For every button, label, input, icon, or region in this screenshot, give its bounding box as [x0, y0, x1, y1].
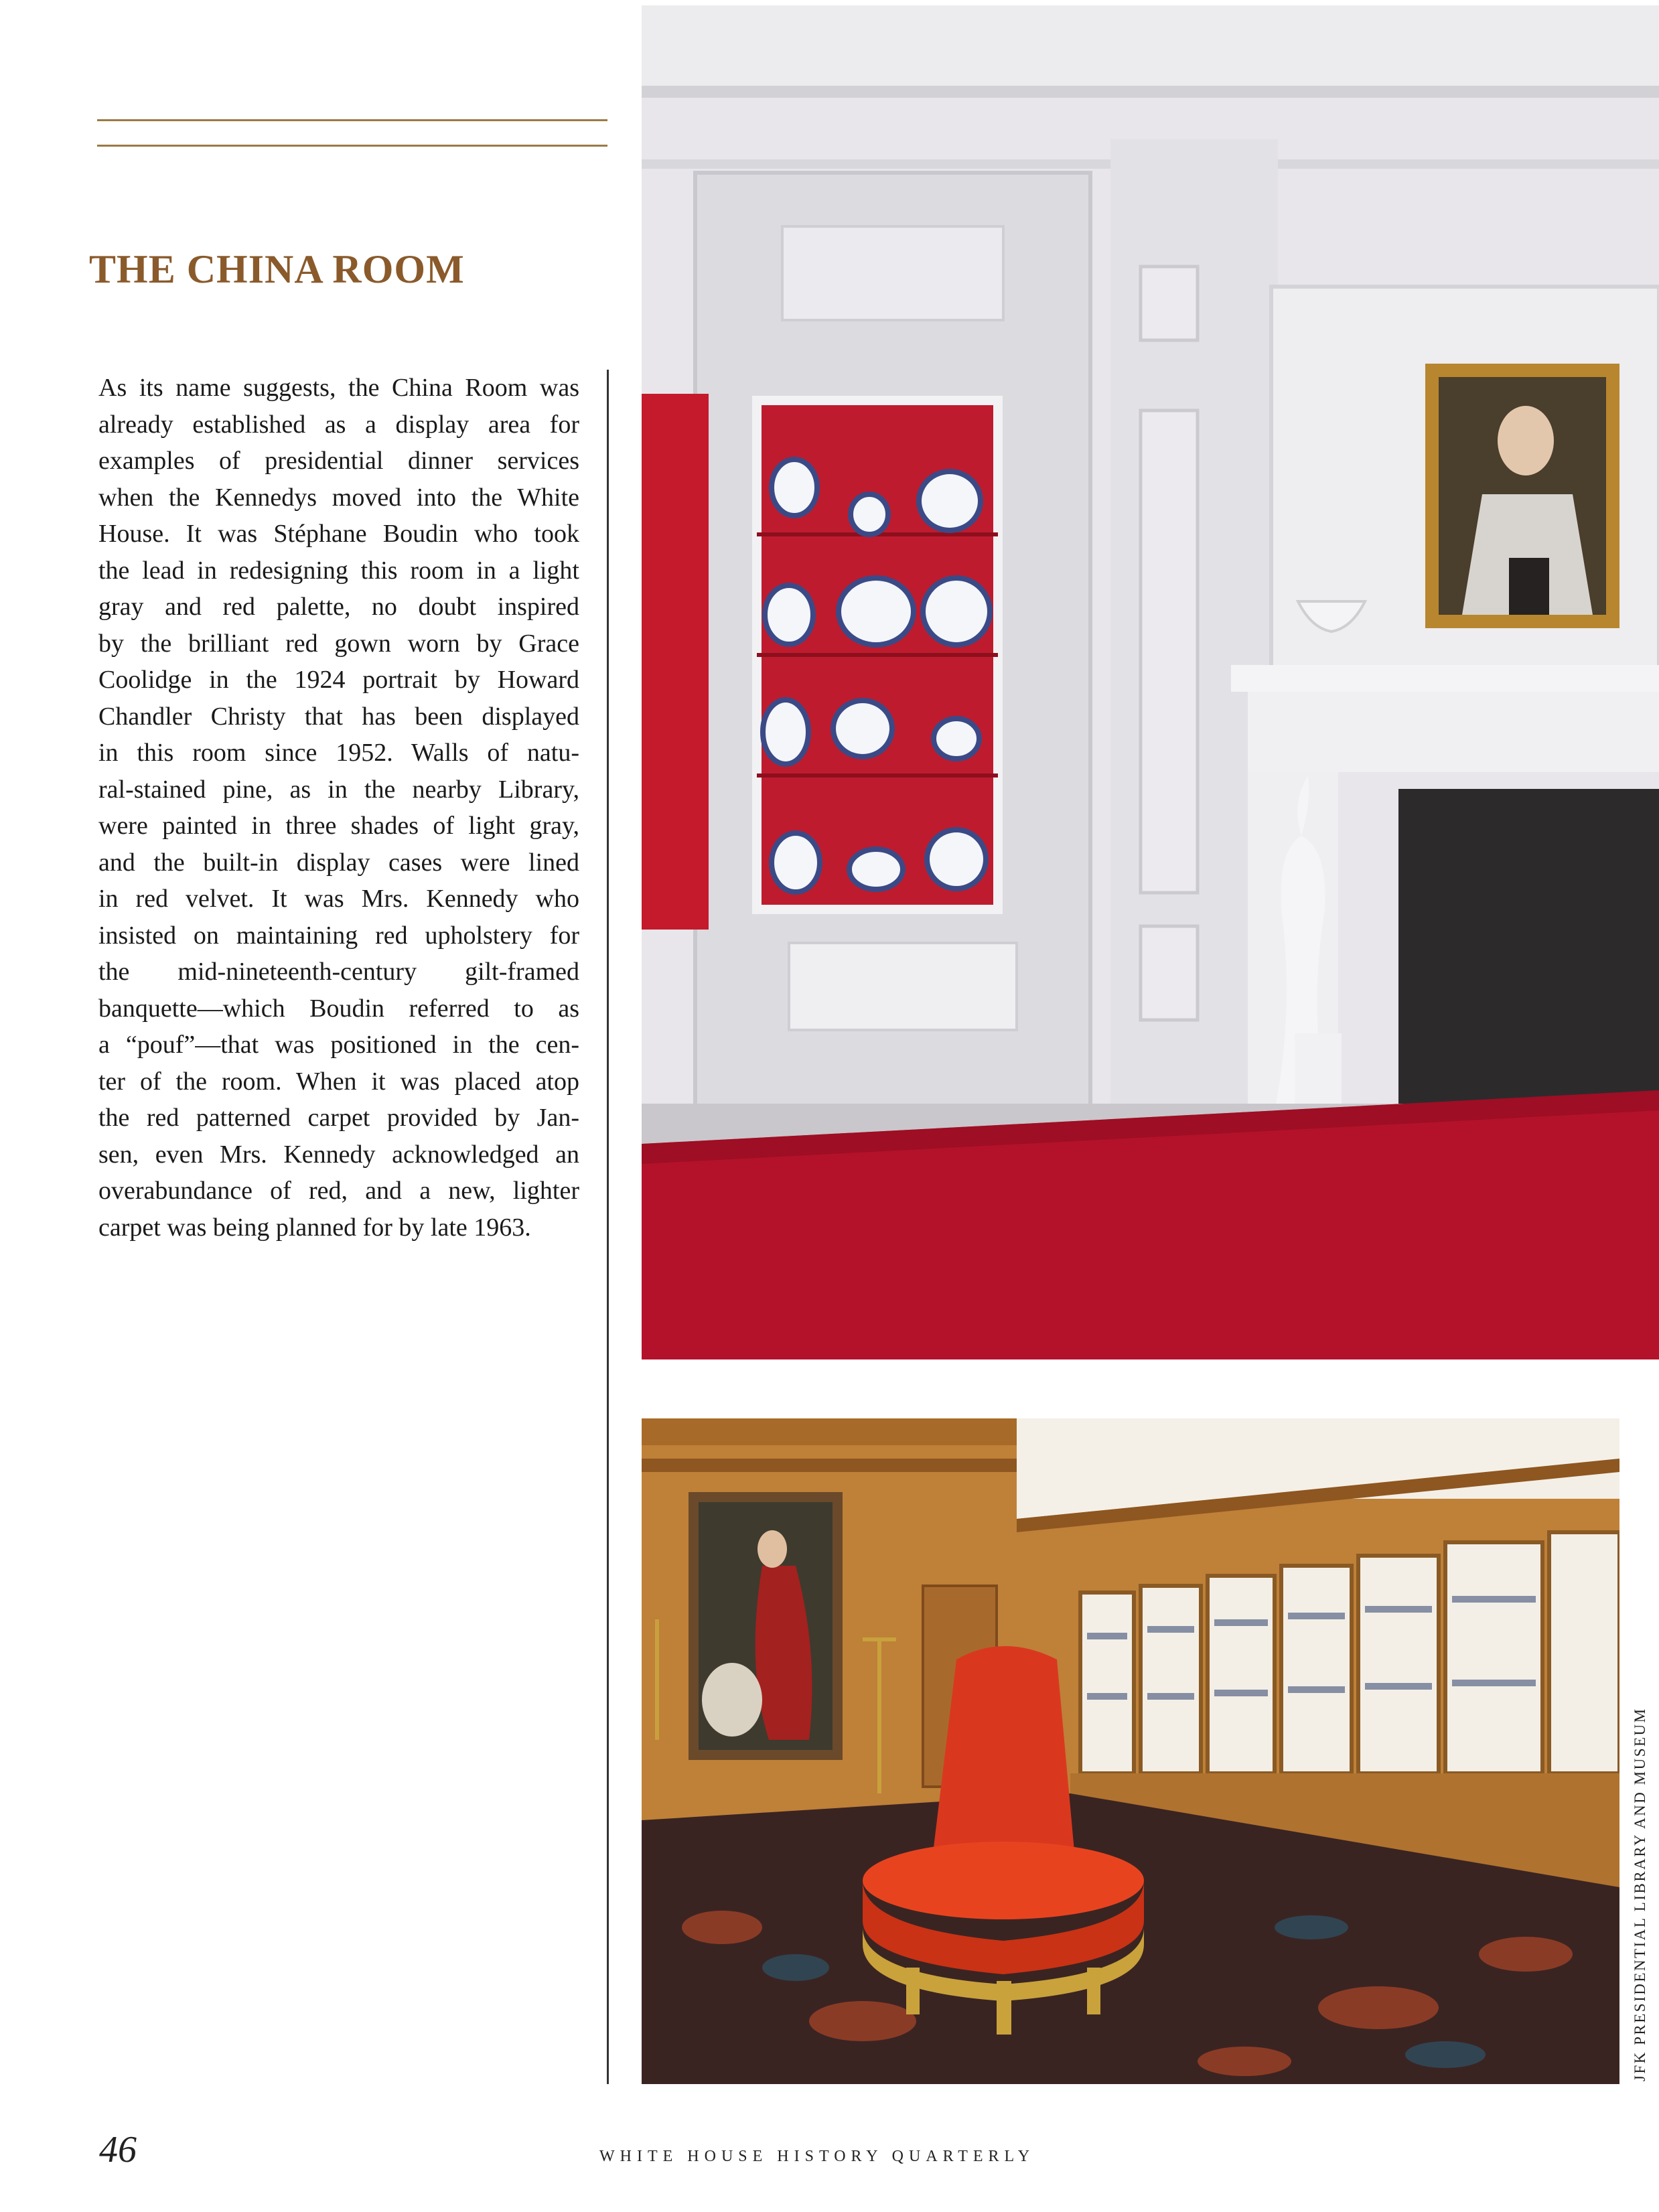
body-text-line: House. It was Stéphane Boudin who took — [98, 520, 579, 548]
body-text-line: Coolidge in the 1924 portrait by Howard — [98, 666, 579, 694]
column-divider — [607, 370, 609, 2084]
body-text-line: the red patterned carpet provided by Jan- — [98, 1104, 579, 1132]
body-text-line: were painted in three shades of light gray, — [98, 812, 579, 840]
body-text-line: insisted on maintaining red upholstery for — [98, 921, 579, 950]
body-text-line: already established as a display area for — [98, 410, 579, 439]
china-room-gray-photo — [642, 5, 1659, 1359]
photo-credit: JFK PRESIDENTIAL LIBRARY AND MUSEUM — [1632, 1707, 1648, 2081]
page-number: 46 — [99, 2129, 137, 2170]
body-text-line: examples of presidential dinner services — [98, 447, 579, 475]
body-text-line: and the built-in display cases were lined — [98, 848, 579, 877]
body-text-line: ter of the room. When it was placed atop — [98, 1067, 579, 1096]
article-title: THE CHINA ROOM — [89, 247, 465, 291]
body-text-line: banquette—which Boudin referred to as — [98, 994, 579, 1023]
body-text-line: when the Kennedys moved into the White — [98, 483, 579, 512]
body-text-line: the lead in redesigning this room in a light — [98, 556, 579, 585]
body-text-line: a “pouf”—that was positioned in the cen- — [98, 1031, 579, 1059]
body-text-line: sen, even Mrs. Kennedy acknowledged an — [98, 1140, 579, 1169]
body-text-line: in red velvet. It was Mrs. Kennedy who — [98, 885, 579, 913]
decorative-rule-top — [97, 119, 607, 121]
body-text-line: As its name suggests, the China Room was — [98, 374, 579, 402]
body-text-line: carpet was being planned for by late 1963. — [98, 1213, 531, 1242]
body-text-line: overabundance of red, and a new, lighter — [98, 1177, 579, 1205]
body-text-line: Chandler Christy that has been displayed — [98, 702, 579, 731]
body-text-line: ral-stained pine, as in the nearby Library, — [98, 775, 579, 804]
body-text-line: by the brilliant red gown worn by Grace — [98, 629, 579, 658]
decorative-rule-bottom — [97, 145, 607, 147]
body-text-line: gray and red palette, no doubt inspired — [98, 593, 579, 621]
article-body — [98, 370, 579, 1246]
china-room-pine-photo — [642, 1418, 1619, 2084]
body-text-line: in this room since 1952. Walls of natu- — [98, 739, 579, 767]
running-head: WHITE HOUSE HISTORY QUARTERLY — [599, 2148, 1035, 2165]
body-text-line: the mid-nineteenth-century gilt-framed — [98, 958, 579, 986]
